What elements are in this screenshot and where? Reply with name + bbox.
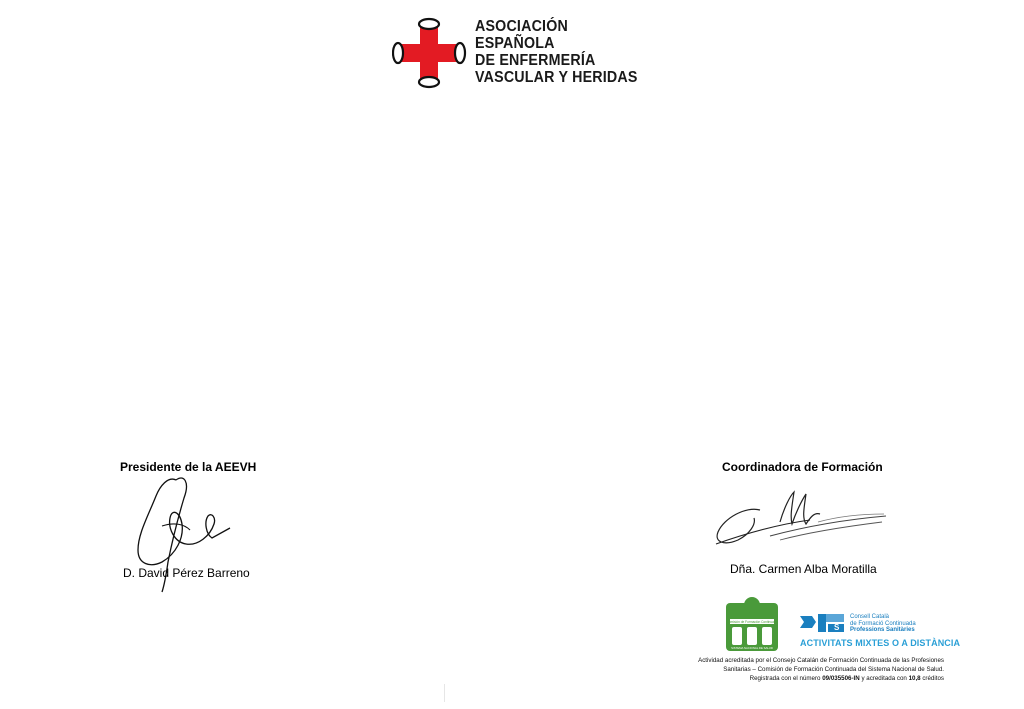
president-name: D. David Pérez Barreno <box>123 566 250 580</box>
cfc-logo-top: Comisión de Formación Continuada <box>726 620 778 624</box>
logo-line: ESPAÑOLA <box>475 35 555 52</box>
cfc-accreditation-logo <box>726 597 778 651</box>
accreditation-line: Actividad acreditada por el Consejo Catalán de Formación Continuada de las Profesiones <box>698 657 944 664</box>
logo-line: ASOCIACIÓN <box>475 18 568 35</box>
logo-line: VASCULAR Y HERIDAS <box>475 69 638 86</box>
credits-value: 10,8 <box>908 675 921 682</box>
logo-line: DE ENFERMERÍA <box>475 52 596 69</box>
ccfc-logo-mark <box>800 612 848 634</box>
ccfc-line: Consell Català <box>850 614 890 620</box>
association-logo <box>392 16 642 90</box>
registration-prefix: Registrada con el número <box>749 675 823 682</box>
red-cross-icon <box>392 16 472 90</box>
registration-suffix: créditos <box>920 675 944 682</box>
accreditation-line: Sanitarias – Comisión de Formación Continuada del Sistema Nacional de Salud. <box>723 666 944 673</box>
coordinator-title: Coordinadora de Formación <box>722 460 883 474</box>
svg-text:S: S <box>834 623 840 632</box>
coordinator-name: Dña. Carmen Alba Moratilla <box>730 562 877 576</box>
ccfc-line: Professions Sanitàries <box>850 627 915 633</box>
association-name <box>475 18 638 86</box>
ccfc-name <box>850 614 916 634</box>
coordinator-signature <box>710 488 890 552</box>
activitats-label: ACTIVITATS MIXTES O A DISTÀNCIA <box>800 638 961 648</box>
cfc-logo-bottom: SISTEMA NACIONAL DE SALUD <box>731 646 773 650</box>
registration-number: 09/035506-IN <box>822 675 860 682</box>
divider-mark <box>444 684 445 702</box>
accreditation-line <box>698 674 944 683</box>
accreditation-text <box>698 656 944 683</box>
president-title: Presidente de la AEEVH <box>120 460 257 474</box>
registration-middle: y acreditada con <box>859 675 909 682</box>
ccfc-line: de Formació Continuada <box>850 620 916 627</box>
